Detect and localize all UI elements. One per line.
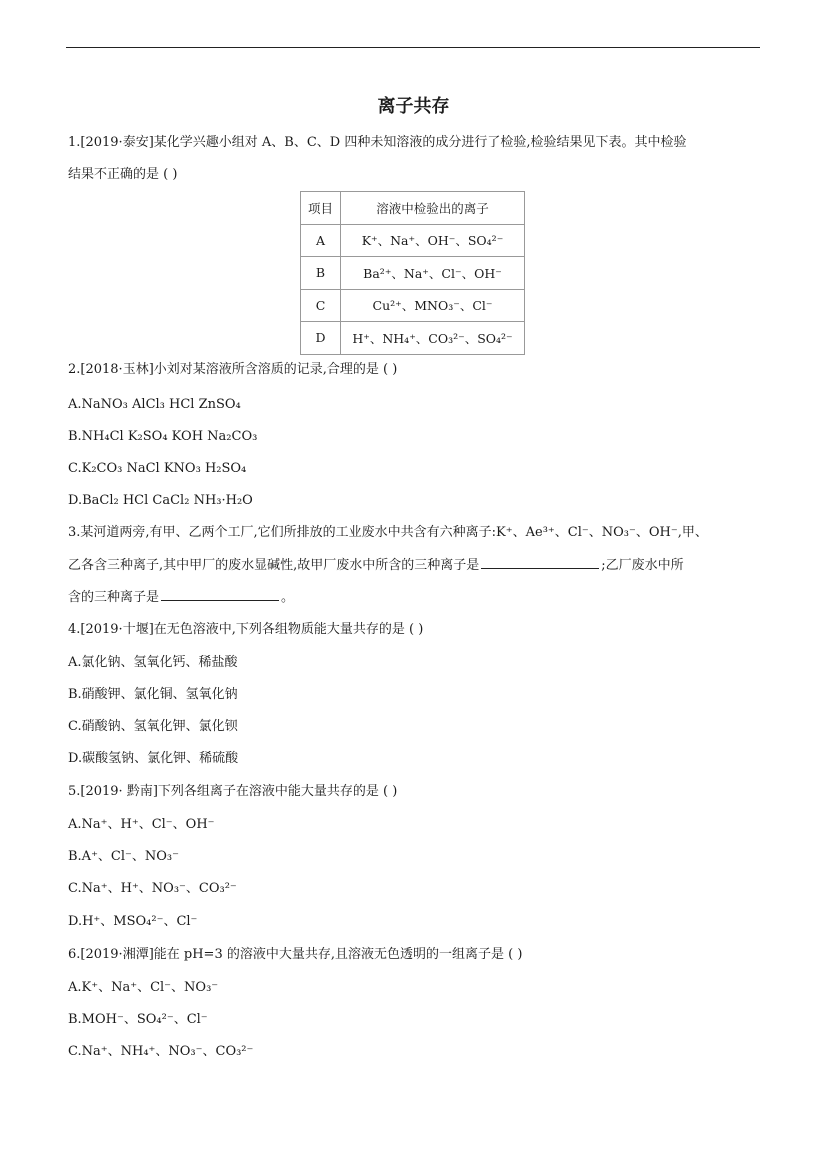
table-row: [301, 224, 525, 257]
q2-option-d: D.BaCl₂ HCl CaCl₂ NH₃·H₂O: [68, 493, 253, 508]
q4-option-d: D.碳酸氢钠、氯化钾、稀硫酸: [68, 751, 239, 766]
q3-line3-text: 含的三种离子是: [68, 590, 160, 605]
table-cell-ions: K⁺、Na⁺、OH⁻、SO₄²⁻: [341, 224, 525, 257]
q3-line3-tail: 。: [281, 590, 295, 605]
table-row: [301, 257, 525, 290]
table-cell-item: D: [301, 322, 341, 355]
table-header-row: [301, 192, 525, 225]
q4-option-b: B.硝酸钾、氯化铜、氢氧化钠: [68, 687, 238, 702]
table-cell-item: C: [301, 289, 341, 322]
answer-blank[interactable]: [161, 588, 279, 601]
table-cell-ions: Ba²⁺、Na⁺、Cl⁻、OH⁻: [341, 257, 525, 290]
q5-stem: 5.[2019· 黔南]下列各组离子在溶液中能大量共存的是 ( ): [68, 784, 398, 799]
q2-option-b: B.NH₄Cl K₂SO₄ KOH Na₂CO₃: [68, 429, 258, 444]
table-row: [301, 322, 525, 355]
q3-line2-tail: ;乙厂废水中所: [601, 558, 684, 573]
q2-option-c: C.K₂CO₃ NaCl KNO₃ H₂SO₄: [68, 461, 247, 476]
answer-blank[interactable]: [481, 556, 599, 569]
q5-option-a: A.Na⁺、H⁺、Cl⁻、OH⁻: [68, 817, 215, 832]
q4-option-c: C.硝酸钠、氢氧化钾、氯化钡: [68, 719, 238, 734]
table-row: [301, 289, 525, 322]
table-header-ions: 溶液中检验出的离子: [341, 192, 525, 225]
table-cell-ions: Cu²⁺、MNO₃⁻、Cl⁻: [341, 289, 525, 322]
q4-stem: 4.[2019·十堰]在无色溶液中,下列各组物质能大量共存的是 ( ): [68, 622, 424, 637]
q3-stem-line3: [68, 588, 294, 607]
q6-option-b: B.MOH⁻、SO₄²⁻、Cl⁻: [68, 1012, 208, 1027]
table-cell-item: B: [301, 257, 341, 290]
q2-stem: 2.[2018·玉林]小刘对某溶液所含溶质的记录,合理的是 ( ): [68, 362, 398, 377]
q5-option-c: C.Na⁺、H⁺、NO₃⁻、CO₃²⁻: [68, 881, 237, 896]
q6-stem: 6.[2019·湘潭]能在 pH=3 的溶液中大量共存,且溶液无色透明的一组离子是 ( ): [68, 947, 523, 962]
table-cell-ions: H⁺、NH₄⁺、CO₃²⁻、SO₄²⁻: [341, 322, 525, 355]
q4-option-a: A.氯化钠、氢氧化钙、稀盐酸: [68, 655, 238, 670]
q3-stem-line1: 3.某河道两旁,有甲、乙两个工厂,它们所排放的工业废水中共含有六种离子:K⁺、Ae³⁺、Cl⁻、NO₃⁻、OH⁻,甲、: [68, 525, 708, 540]
q2-option-a: A.NaNO₃ AlCl₃ HCl ZnSO₄: [68, 397, 241, 412]
q3-line2-text: 乙各含三种离子,其中甲厂的废水显碱性,故甲厂废水中所含的三种离子是: [68, 558, 480, 573]
q1-ion-table: [300, 191, 525, 355]
q1-stem-line2: 结果不正确的是 ( ): [68, 167, 178, 182]
q1-stem-line1: 1.[2019·泰安]某化学兴趣小组对 A、B、C、D 四种未知溶液的成分进行了检验,检验结果见下表。其中检验: [68, 135, 687, 150]
table-cell-item: A: [301, 224, 341, 257]
q6-option-a: A.K⁺、Na⁺、Cl⁻、NO₃⁻: [68, 980, 219, 995]
table-header-item: 项目: [301, 192, 341, 225]
page-title: 离子共存: [377, 96, 450, 117]
q6-option-c: C.Na⁺、NH₄⁺、NO₃⁻、CO₃²⁻: [68, 1044, 254, 1059]
q5-option-b: B.A⁺、Cl⁻、NO₃⁻: [68, 849, 180, 864]
q5-option-d: D.H⁺、MSO₄²⁻、Cl⁻: [68, 914, 198, 929]
q3-stem-line2: [68, 556, 684, 575]
header-rule: [66, 47, 760, 48]
